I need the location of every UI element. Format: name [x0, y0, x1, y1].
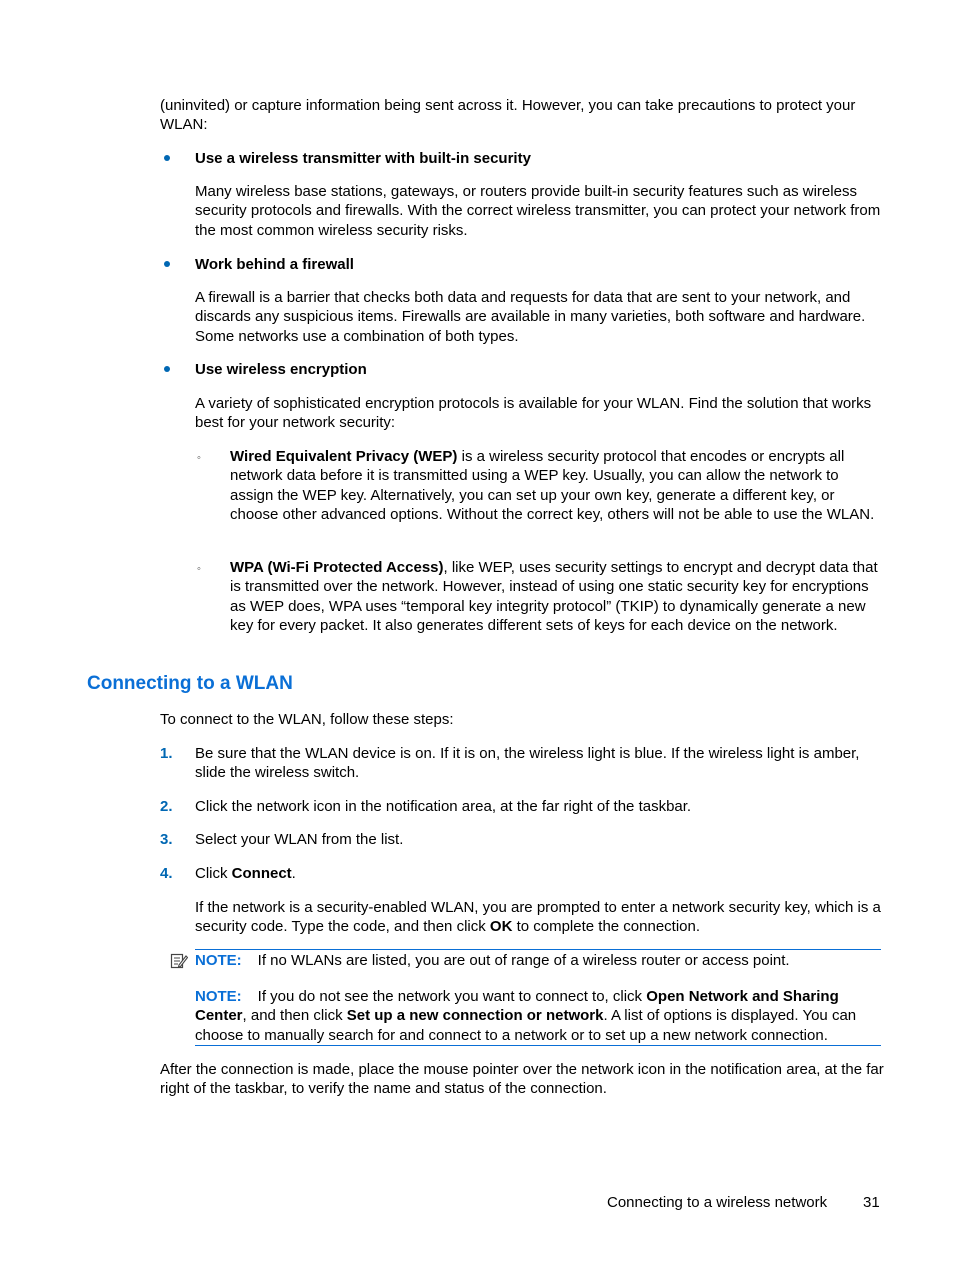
bullet-text: A variety of sophisticated encryption protocols is available for your WLAN. Find the solution that works best for your network security:	[195, 395, 872, 432]
bullet-title: Work behind a firewall	[195, 256, 354, 273]
step-text: Click the network icon in the notification area, at the far right of the taskbar.	[195, 798, 692, 815]
note-2: NOTE: If you do not see the network you want to connect to, click Open Network and Sharing Center, and then click Set up a new connection or network. A list of options is displayed. You can choose to manually search for and connect to a network or to set up a new network connection.	[195, 988, 857, 1044]
steps-intro: To connect to the WLAN, follow these steps:	[160, 711, 454, 728]
note-bottom-rule	[195, 1045, 881, 1046]
bullet-marker	[164, 366, 170, 372]
sub-bullet-wpa: WPA (Wi-Fi Protected Access), like WEP, uses security settings to encrypt and decrypt data that is transmitted over the network. However, instead of using one static security key for encryptions as WEP does, WPA uses “temporal key integrity protocol” (TKIP) to dynamically generate a new key for every packet. It also generates different sets of keys for each device on the network.	[230, 559, 878, 635]
bullet-title: Use wireless encryption	[195, 361, 367, 378]
footer-section-title: Connecting to a wireless network	[607, 1194, 828, 1211]
bullet-marker	[164, 261, 170, 267]
step-number: 1.	[160, 745, 173, 762]
sub-bullet-wep: Wired Equivalent Privacy (WEP) is a wireless security protocol that encodes or encrypts all network data before it is transmitted using a WEP key. Usually, you can allow the network to assign the WEP key. Alternatively, you can set up your own key, generate a different key, or choose other advanced options. Without the correct key, others will not be able to use the WLAN.	[230, 448, 875, 524]
note-pencil-icon	[170, 952, 188, 970]
note-top-rule	[195, 949, 881, 950]
step-text: Select your WLAN from the list.	[195, 831, 404, 848]
step-number: 2.	[160, 798, 173, 815]
step-number: 4.	[160, 865, 173, 882]
step-text: Be sure that the WLAN device is on. If it is on, the wireless light is blue. If the wireless light is amber, slide the wireless switch.	[195, 745, 860, 782]
note-1: NOTE: If no WLANs are listed, you are out of range of a wireless router or access point.	[195, 952, 790, 969]
sub-bullet-marker: ◦	[197, 563, 201, 575]
sub-bullet-marker: ◦	[197, 452, 201, 464]
step4-detail: If the network is a security-enabled WLAN, you are prompted to enter a network security key, which is a security code. Type the code, and then click OK to complete the connection.	[195, 899, 881, 936]
bullet-title: Use a wireless transmitter with built-in security	[195, 150, 531, 167]
step-text: Click Connect.	[195, 865, 296, 882]
bullet-text: A firewall is a barrier that checks both data and requests for data that are sent to your network, and discards any suspicious items. Firewalls are available in many varieties, both software and hardware. Some networks use a combination of both types.	[195, 289, 866, 345]
bullet-text: Many wireless base stations, gateways, or routers provide built-in security features such as wireless security protocols and firewalls. With the correct wireless transmitter, you can protect your network from the most common wireless security risks.	[195, 183, 881, 239]
closing-paragraph: After the connection is made, place the mouse pointer over the network icon in the notification area, at the far right of the taskbar, to verify the name and status of the connection.	[160, 1061, 884, 1098]
footer-page-number: 31	[863, 1194, 880, 1211]
bullet-marker	[164, 155, 170, 161]
intro-paragraph: (uninvited) or capture information being sent across it. However, you can take precautions to protect your WLAN:	[160, 97, 856, 134]
step-number: 3.	[160, 831, 173, 848]
section-heading: Connecting to a WLAN	[87, 673, 293, 694]
